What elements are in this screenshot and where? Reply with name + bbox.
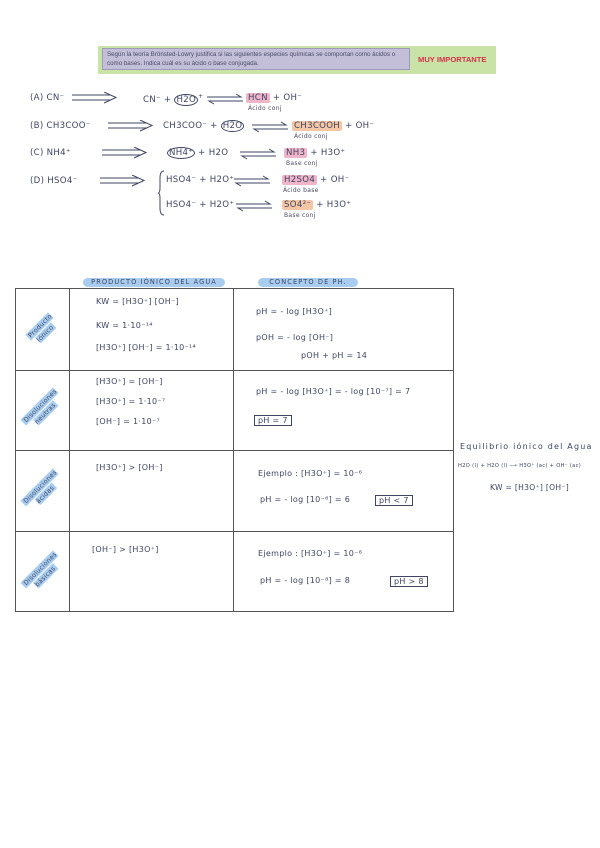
cell-kw-def: KW = [H3O⁺] [OH⁻] — [96, 297, 179, 306]
reaction-d-conjugate-base: SO4²⁻ — [284, 200, 312, 210]
reaction-c-rest: + H3O⁺ — [310, 148, 346, 158]
side-kw: KW = [H3O⁺] [OH⁻] — [490, 483, 569, 492]
cell-basic-example: Ejemplo : [H3O⁺] = 10⁻⁸ — [258, 549, 363, 558]
equilibrium-arrow-icon — [205, 93, 245, 105]
cell-kw-product: [H3O⁺] [OH⁻] = 1·10⁻¹⁴ — [96, 343, 197, 352]
reaction-b-reactant: CH3COO⁻ + — [163, 121, 218, 131]
reaction-c-rhs — [284, 148, 345, 158]
cell-acidic-ph-calc: pH = - log [10⁻⁶] = 6 — [260, 495, 351, 504]
cell-acidic-cond: [H3O⁺] > [OH⁻] — [96, 463, 163, 472]
reaction-d-lhs1: HSO4⁻ + H2O⁺ — [166, 175, 235, 185]
reaction-a-reactant: CN⁻ + — [143, 94, 172, 105]
reaction-d-rest1: + OH⁻ — [320, 175, 350, 185]
cell-neutral-ph-calc: pH = - log [H3O⁺] = - log [10⁻⁷] = 7 — [256, 387, 411, 396]
equilibrium-arrow-icon — [234, 200, 274, 212]
reaction-b-caption: Ácido conj — [294, 133, 328, 140]
row-divider — [16, 370, 453, 371]
reaction-c-caption: Base conj — [286, 160, 318, 167]
instruction-text: Según la teoría Brönsted-Lowry justifica si las siguientes especies químicas se comportan como ácidos o como bases. Indica cuál es su ácido o base conjugada. — [102, 48, 410, 70]
cell-ph-sum: pOH + pH = 14 — [301, 351, 368, 360]
instruction-banner — [98, 46, 496, 74]
reaction-c-water: + H2O — [198, 148, 229, 158]
equilibrium-arrow-icon — [232, 175, 272, 187]
ph-table — [15, 288, 454, 612]
row-divider — [16, 531, 453, 532]
row-label-basic: Disoluciones básicas — [21, 550, 59, 589]
row-label-acidic: Disoluciones ácidas — [21, 468, 59, 506]
reaction-a-caption: Ácido conj — [248, 105, 282, 112]
reaction-d-conjugate-acid: H2SO4 — [284, 175, 316, 185]
cell-neutral-oh: [OH⁻] = 1·10⁻⁷ — [96, 417, 161, 426]
reaction-a-label: (A) CN⁻ — [30, 93, 65, 103]
reaction-a-rest: + OH⁻ — [272, 93, 303, 103]
row-label-ionic-product: Producto Iónico — [26, 312, 56, 344]
reaction-a-rhs — [246, 93, 302, 103]
cell-poh-def: pOH = - log [OH⁻] — [256, 333, 334, 342]
important-label: MUY IMPORTANTE — [418, 55, 487, 64]
reaction-c-reactant: NH4⁺ — [169, 148, 194, 158]
reaction-d-lhs2: HSO4⁻ + H2O⁺ — [166, 200, 235, 210]
reaction-a-conjugate: HCN — [248, 93, 268, 103]
cell-acidic-example: Ejemplo : [H3O⁺] = 10⁻⁶ — [258, 469, 363, 478]
reaction-d-rest2: + H3O⁺ — [316, 200, 352, 210]
side-title: Equilibrio iónico del Agua — [460, 442, 593, 451]
cell-basic-ph-result: pH > 8 — [390, 576, 428, 587]
reaction-d-rhs2 — [282, 200, 351, 210]
reaction-a-water: H2O — [176, 94, 197, 105]
double-arrow-icon — [100, 147, 150, 159]
row-label-neutral: Disoluciones neutras — [21, 387, 59, 426]
cell-neutral-ph-result: pH = 7 — [254, 415, 292, 426]
side-equation: H2O (l) + H2O (l) ⟶ H3O⁺ (ac) + OH⁻ (ac) — [458, 463, 582, 469]
header-ionic-product: PRODUCTO IÓNICO DEL AGUA — [83, 278, 225, 287]
cell-kw-value: KW = 1·10⁻¹⁴ — [96, 321, 153, 330]
equilibrium-arrow-icon — [238, 148, 278, 160]
equilibrium-arrow-icon — [250, 121, 290, 133]
reaction-b-rhs — [292, 121, 374, 131]
cell-ph-def: pH = - log [H3O⁺] — [256, 307, 333, 316]
reaction-b-conjugate: CH3COOH — [294, 121, 341, 131]
cell-basic-cond: [OH⁻] > [H3O⁺] — [92, 545, 159, 554]
reaction-d-rhs1 — [282, 175, 349, 185]
cell-neutral-eq: [H3O⁺] = [OH⁻] — [96, 377, 163, 386]
reaction-b-lhs — [163, 121, 244, 131]
cell-basic-ph-calc: pH = - log [10⁻⁸] = 8 — [260, 576, 351, 585]
reaction-b-rest: + OH⁻ — [345, 121, 375, 131]
header-ph-concept: CONCEPTO DE PH. — [258, 278, 358, 287]
reaction-b-water: H2O — [222, 121, 243, 131]
reaction-d-label: (D) HSO4⁻ — [30, 176, 78, 186]
reaction-d-caption1: Ácido base — [283, 187, 319, 194]
reaction-b-label: (B) CH3COO⁻ — [30, 121, 91, 131]
double-arrow-icon — [98, 175, 148, 187]
reaction-d-caption2: Base conj — [284, 212, 316, 219]
row-divider — [16, 450, 453, 451]
reaction-c-label: (C) NH4⁺ — [30, 148, 71, 158]
reaction-a-lhs: CN⁻ + H2O + — [143, 93, 204, 105]
reaction-c-lhs — [167, 148, 228, 158]
brace-icon — [158, 170, 166, 216]
reaction-c-conjugate: NH3 — [286, 148, 306, 158]
cell-acidic-ph-result: pH < 7 — [375, 495, 413, 506]
double-arrow-icon — [106, 120, 156, 132]
double-arrow-icon — [70, 92, 120, 104]
cell-neutral-h3o: [H3O⁺] = 1·10⁻⁷ — [96, 397, 166, 406]
